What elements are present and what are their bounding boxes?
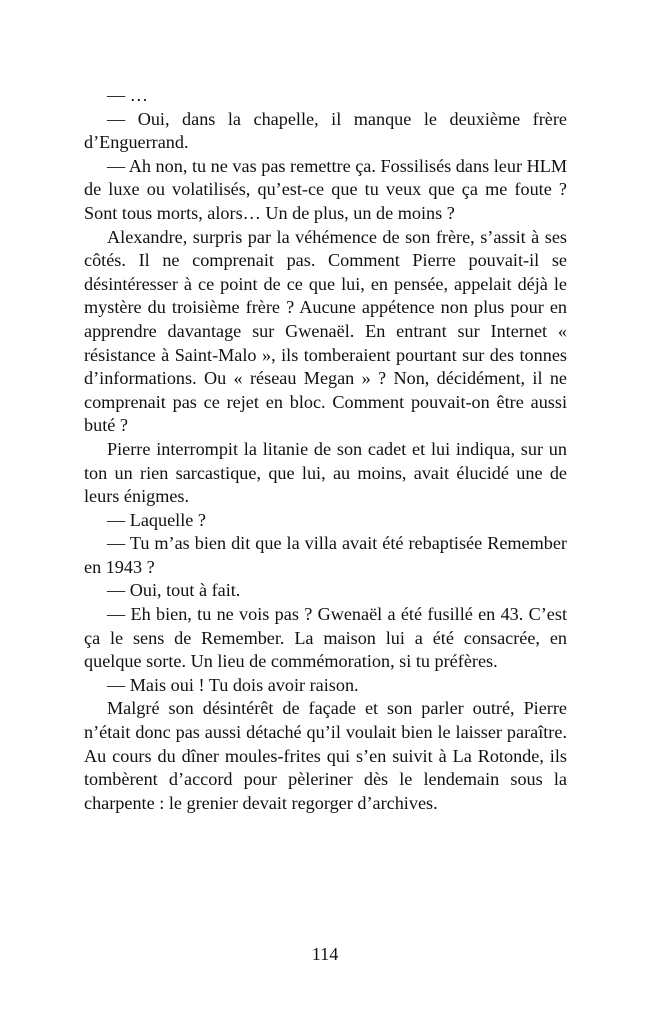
dialogue-line-pierre-retort: — Ah non, tu ne vas pas remettre ça. Fossilisés dans leur HLM de luxe ou volatilisés, qu’est-ce que tu veux que ça me foute ? Sont tous morts, alors… Un de plus, un de moins ? xyxy=(84,155,567,223)
dialogue-line-mais-oui: — Mais oui ! Tu dois avoir raison. xyxy=(107,674,359,695)
page-body xyxy=(84,84,567,815)
page-number: 114 xyxy=(311,944,339,964)
paragraph-alexandre: Alexandre, surpris par la véhémence de son frère, s’assit à ses côtés. Il ne comprenait pas. Comment Pierre pouvait-il se désintéresser à ce point de ce que lui, en pensée, appelait déjà le mystère du troisième frère ? Aucune appétence non plus pour en apprendre davantage sur Gwenaël. En entrant sur Internet « résistance à Saint-Malo », ils tomberaient pourtant sur des tonnes d’informations. Ou « réseau Megan » ? Non, décidément, il ne comprenait pas ce rejet en bloc. Comment pouvait-on être aussi buté ? xyxy=(84,226,567,436)
paragraph-pierre-interrupts: Pierre interrompit la litanie de son cadet et lui indiqua, sur un ton un rien sarcastique, que lui, au moins, avait élucidé une de leurs énigmes. xyxy=(84,438,567,507)
dialogue-line-chapelle: — Oui, dans la chapelle, il manque le deuxième frère d’Enguerrand. xyxy=(84,108,567,153)
dialogue-line-oui: — Oui, tout à fait. xyxy=(107,580,241,601)
dialogue-line-remember: — Tu m’as bien dit que la villa avait été rebaptisée Remember en 1943 ? xyxy=(84,533,567,577)
dialogue-line-ellipsis: — … xyxy=(107,85,148,105)
dialogue-line-laquelle: — Laquelle ? xyxy=(107,509,206,530)
paragraph-malgre: Malgré son désintérêt de façade et son parler outré, Pierre n’était donc pas aussi détaché qu’il voulait bien le laisser paraître. Au cours du dîner moules-frites qui s’en suivit à La Rotonde, ils tombèrent d’accord pour pèleriner dès le lendemain sous la charpente : le grenier devait regorger d’archives. xyxy=(84,698,567,813)
dialogue-line-gwenael: — Eh bien, tu ne vois pas ? Gwenaël a été fusillé en 43. C’est ça le sens de Remember. La maison lui a été consacrée, en quelque sorte. Un lieu de commémoration, si tu préfères. xyxy=(84,604,567,672)
